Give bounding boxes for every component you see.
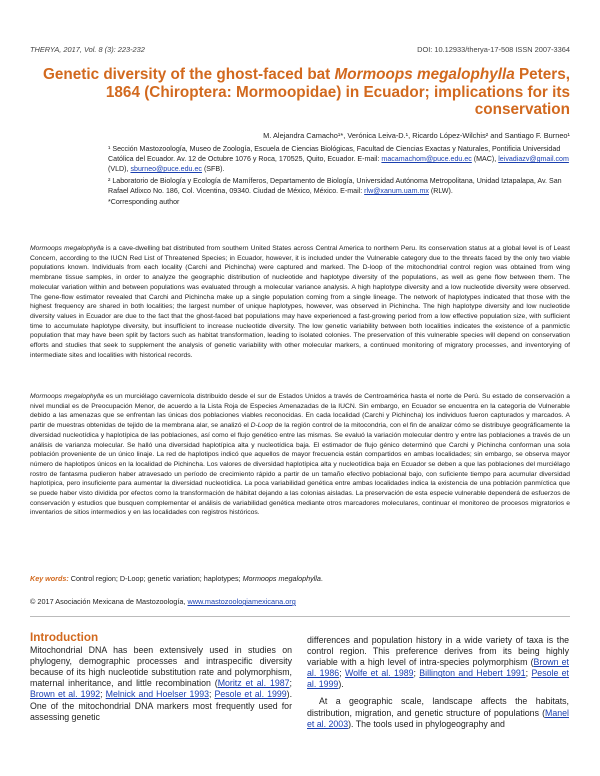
- keywords: Key words: Control region; D-Loop; genetic variation; haplotypes; Mormoops megalophylla.: [30, 574, 323, 583]
- email-link-mac[interactable]: macamachom@puce.edu.ec: [381, 155, 472, 164]
- section-divider: [30, 616, 570, 617]
- citation-link[interactable]: Brown et al. 1986: [307, 657, 569, 679]
- affiliation-1: ¹ Sección Mastozoología, Museo de Zoología, Escuela de Ciencias Biológicas, Facultad de Ciencias Exactas y Naturales, Pontificia Universidad Católica del Ecuador. Av. 12 de Octubre 1076 y Roca, 170525, Quito, Ecuador. E-mail: macamachom@puce.edu.ec (MAC), leivadiazv@gmail.com (VLD), sburneo@puce.edu.ec (SFB).: [108, 145, 569, 174]
- email-link-sfb[interactable]: sburneo@puce.edu.ec: [130, 165, 202, 174]
- affiliations: [108, 144, 570, 208]
- intro-column-left: [30, 632, 292, 729]
- intro-paragraph-2: At a geographic scale, landscape affects the habitats, distribution, migration, and genetic structure of populations (Manel et al. 2003). The tools used in phylogeography and: [307, 696, 569, 729]
- doi-issn: DOI: 10.12933/therya-17-508 ISSN 2007-3364: [417, 45, 570, 54]
- citation-link[interactable]: Melnick and Hoelser 1993: [105, 689, 210, 700]
- corresponding-author: *Corresponding author: [108, 198, 180, 207]
- intro-column-right: [307, 635, 569, 736]
- article-title: Genetic diversity of the ghost-faced bat Mormoops megalophylla Peters, 1864 (Chiroptera: Mormoopidae) in Ecuador; implications for its conservation: [42, 66, 570, 119]
- citation-link[interactable]: Brown et al. 1992: [30, 689, 101, 700]
- citation-link[interactable]: Manel et al. 2003: [307, 707, 569, 729]
- citation-link[interactable]: Wolfe et al. 1989: [344, 668, 414, 679]
- intro-paragraph-1-cont: differences and population history in a wide variety of taxa is the control region. This preference derives from its being highly variable with a high level of intra-species polymorphism (Brown et al. 1986; Wolfe et al. 1989; Billington and Hebert 1991; Pesole et al. 1999).: [307, 635, 570, 690]
- author-list: M. Alejandra Camacho¹*, Verónica Leiva-D.¹, Ricardo López-Wilchis² and Santiago F. Burneo¹: [263, 131, 570, 140]
- citation-link[interactable]: Pesole et al. 1999: [307, 668, 570, 690]
- abstract-spanish: Mormoops megalophylla es un murciélago cavernícola distribuido desde el sur de Estados Unidos a través de Centroamérica hasta el norte de Perú. Su estado de conservación a nivel mundial es de Preocupación Menor, de acuerdo a la Lista Roja de Especies Amenazadas de la IUCN. Sin embargo, en Ecuador se encuentra en la categoría de Vulnerable debido a las amenazas que se enfrentan las únicas dos poblaciones viables reconocidas. En cada localidad (Carchi y Pichincha) los individuos fueron capturados y marcados. A partir de muestras obtenidas de tejido de la membrana alar, se analizó el D-Loop de la región control de la mitocondria, con el fin de analizar cómo se distribuye geográficamente la diversidad nucleotídica y haplotípica de las poblaciones, así como el flujo genético entre las mismas. Se evaluó la variación molecular dentro y entre las poblaciones a través de un análisis de varianza molecular. Se halló una diversidad haplotípica alta y nucleotídica baja. El estimador de flujo génico determinó que Carchi y Pichincha conforman una sola población proveniente de un único linaje. La red de haplotipos indicó que aquellos de mayor frecuencia están compartidos en ambas localidades; sin embargo, se observa mayor número de haplotipos únicos en la localidad de Pichincha. Los valores de diversidad haplotípica alta y nucleotídica baja en Ecuador se deben a que las poblaciones del murciélago rostro de fantasma pudieron haber atravesado un período de crecimiento rápido a partir de un tamaño efectivo poblacional bajo, con suficiente tiempo para acumular diversidad haplotípica, pero insuficiente para aumentar la diversidad nucleotídica. La poca variabilidad genética entre ambas localidades indica la existencia de una población panmíctica que se puede haber visto dividida por efectos como la transformación de hábitat dejando a las colonias aisladas. La preservación de esta especie vulnerable dependerá de esfuerzos de conservación y estudios que busquen complementar el análisis de variabilidad genética mediante otros marcadores moleculares, continuar el monitoreo de procesos migratorios e inventarios de sitios intermedios y en las localidades con registros históricos.: [30, 393, 570, 517]
- email-link-rlw[interactable]: rlw@xanum.uam.mx: [364, 186, 429, 195]
- abstract-english: Mormoops megalophylla is a cave-dwelling bat distributed from southern United States across Central America to northern Peru. Its conservation status at a global level is of Least Concern, according to the IUCN Red List of Threatened Species; in Ecuador, however, it is included under the Vulnerable category due to the threats faced by the only two viable populations known. Individuals from each locality (Carchi and Pichincha) were captured and marked. The D-loop of the mitochondrial control region was obtained from wing membrane tissue samples, in order to analyze the geographic distribution of nucleotide and haplotype diversity of the populations, as well as gene flow between them. The molecular variation within and between populations was evaluated through a molecular variance analysis. A high haplotype diversity and a low nucleotide diversity were observed. The gene-flow estimator revealed that Carchi and Pichincha make up a single population coming from a single lineage. The network of haplotypes indicated that those with the highest frequency are shared in both localities; the largest number of unique haplotypes, however, was observed in Pichincha. The high haplotype diversity and low nucleotide diversity values in Ecuador are due to the fact that the ghost-faced bat populations may have experienced a fast-growing period from a low effective population size, with sufficient time to accumulate haplotype diversity, but insufficient to increase nucleotide diversity. The low genetic variability between both localities indicates the existence of a panmictic population that may have been split by factors such as habitat transformation, leading to isolated colonies. The preservation of this vulnerable species will depend on conservation efforts and studies that seek to supplement the analysis of genetic variability with other molecular markers, a continued monitoring of migratory processes, and inventorying of intermediate sites and localities with historical records.: [30, 245, 570, 359]
- society-website-link[interactable]: www.mastozoologiamexicana.org: [187, 597, 296, 606]
- affiliation-2: ² Laboratorio de Biología y Ecología de Mamíferos, Departamento de Biología, Universidad Autónoma Metropolitana, Unidad Iztapalapa, Av. San Rafael Atlixco No. 186, Col. Vicentina, 09340. Ciudad de México, México. E-mail: rlw@xanum.uam.mx (RLW).: [108, 176, 562, 195]
- citation-link[interactable]: Billington and Hebert 1991: [419, 668, 526, 679]
- section-heading-introduction: Introduction: [30, 631, 99, 644]
- intro-paragraph-1: Mitochondrial DNA has been extensively used in studies on phylogeny, demographic processes and intraspecific diversity because of its high nucleotide substitution rate and polymorphism, maternal inheritance, and little recombination (Moritz et al. 1987; Brown et al. 1992; Melnick and Hoelser 1993; Pesole et al. 1999). One of the mitochondrial DNA markers most frequently used for assessing genetic: [30, 645, 293, 722]
- copyright: © 2017 Asociación Mexicana de Mastozoología, www.mastozoologiamexicana.org: [30, 597, 296, 606]
- citation-link[interactable]: Moritz et al. 1987: [217, 678, 290, 689]
- email-link-vld[interactable]: leivadiazv@gmail.com: [498, 155, 569, 164]
- citation-link[interactable]: Pesole et al. 1999: [214, 689, 287, 700]
- journal-citation: THERYA, 2017, Vol. 8 (3): 223-232: [30, 45, 145, 54]
